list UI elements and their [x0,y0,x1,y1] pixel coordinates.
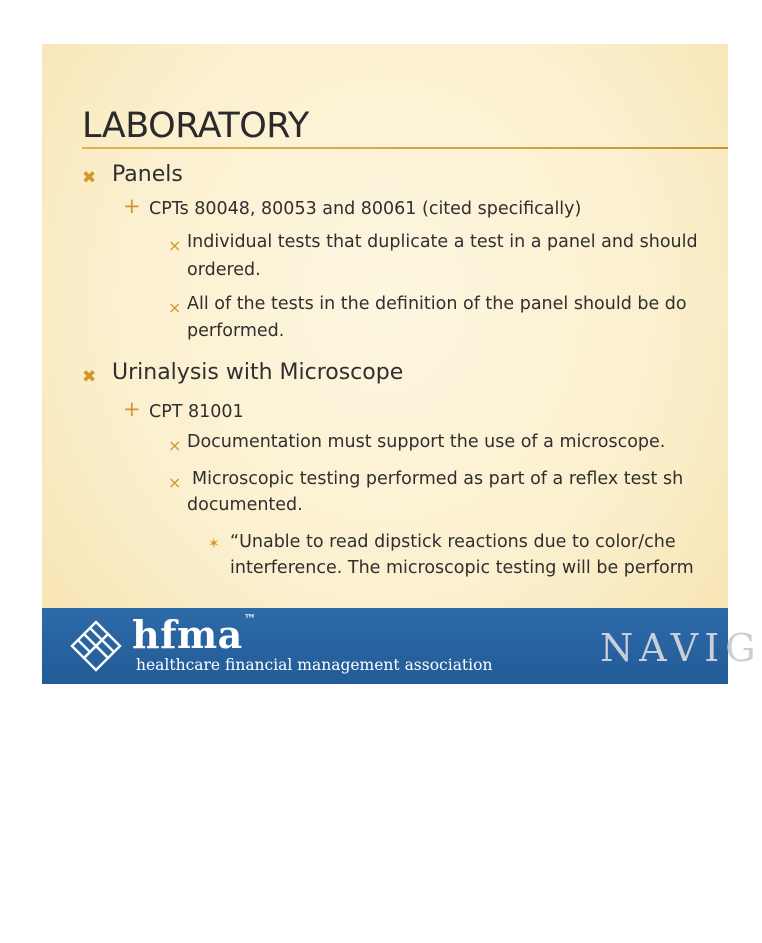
bullet-marker-icon: × [168,473,182,492]
bullet-marker-icon: ✶ [208,536,220,552]
bullet-marker-icon: × [168,236,182,255]
title-divider [82,147,728,149]
bullet-level4-continuation: interference. The microscopic testing will be perform [230,558,694,578]
bullet-level2-cpt81001: CPT 81001 [149,402,244,422]
bullet-level1-urinalysis: Urinalysis with Microscope [112,360,404,385]
footer-banner [42,608,762,684]
bullet-marker-icon: + [123,397,141,421]
bullet-level3-text: Microscopic testing performed as part of a reflex test sh [192,469,684,489]
logo-text: hfma [132,612,243,657]
slide-title: LABORATORY [82,106,309,146]
bullet-level3-continuation: ordered. [187,260,261,280]
bullet-level3-text: Individual tests that duplicate a test in a panel and should [187,232,698,252]
bullet-level2-cpts: CPTs 80048, 80053 and 80061 (cited specifically) [149,199,582,219]
bullet-marker-icon: ✖ [82,367,97,387]
bullet-marker-icon: + [123,194,141,218]
bullet-level3-text: All of the tests in the definition of the panel should be do [187,294,687,314]
bullet-level4-quote: “Unable to read dipstick reactions due to color/che [230,532,676,552]
partner-logo-text: NAVIG [600,626,762,670]
bullet-marker-icon: × [168,298,182,317]
bullet-level3-text: Documentation must support the use of a microscope. [187,432,666,452]
bullet-level3-continuation: documented. [187,495,303,515]
association-tagline: healthcare financial management association [136,656,493,674]
bullet-marker-icon: × [168,436,182,455]
hfma-logo-icon [64,616,124,676]
bullet-level1-panels: Panels [112,162,183,187]
slide [42,44,762,684]
hfma-logo-text [132,612,256,657]
bullet-level3-continuation: performed. [187,321,285,341]
trademark: ™ [243,612,257,626]
bullet-marker-icon: ✖ [82,168,97,188]
